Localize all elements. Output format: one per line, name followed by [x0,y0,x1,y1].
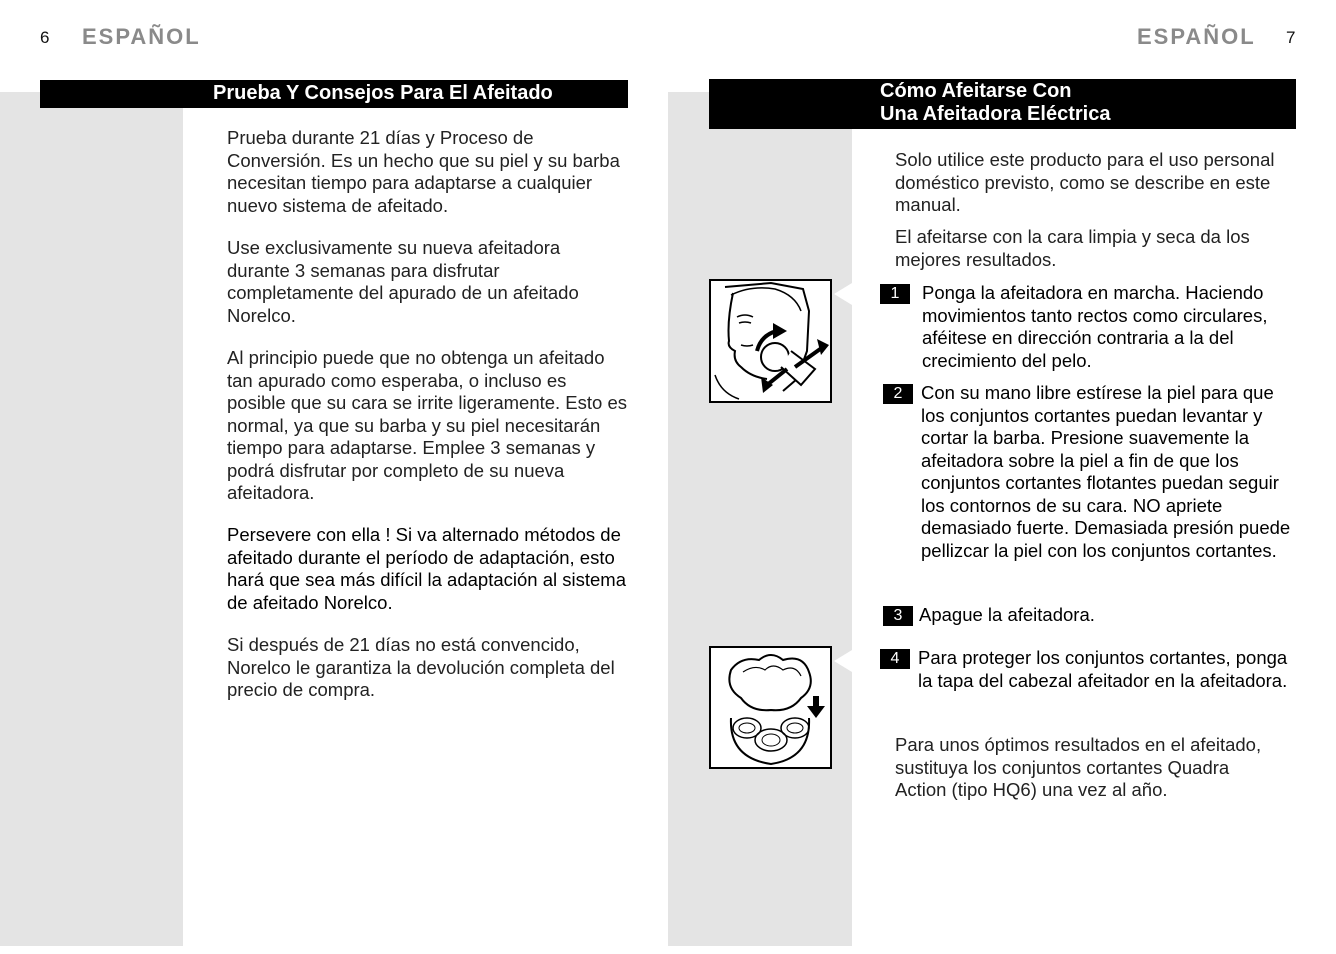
illustration-pointer-1 [834,283,852,305]
shaving-face-illustration [709,279,832,403]
illustration-pointer-2 [834,650,852,672]
step-3 [883,604,1296,630]
intro-clean-face: El afeitarse con la cara limpia y seca da los mejores resultados. [895,226,1250,270]
step-text-4: Para proteger los conjuntos cortantes, ponga la tapa del cabezal afeitador en la afeitadora. [918,647,1288,691]
section-title-left: Prueba Y Consejos Para El Afeitado [213,82,553,104]
left-gray-margin [0,92,183,946]
closing-replace-cutters: Para unos óptimos resultados en el afeitado, sustituya los conjuntos cortantes Quadra Action (tipo HQ6) una vez al año. [895,734,1262,800]
step-number-1: 1 [880,284,910,304]
language-label-left: ESPAÑOL [82,24,201,49]
step-text-1: Ponga la afeitadora en marcha. Haciendo movimientos tanto rectos como circulares, aféitese en dirección contraria a la del crecimiento del pelo. [922,282,1268,371]
section-title-right-line2: Una Afeitadora Eléctrica [880,103,1111,125]
step-number-4: 4 [880,649,910,669]
intro-personal-use: Solo utilice este producto para el uso personal doméstico previsto, como se describe en este manual. [895,149,1275,215]
step-1 [880,282,1296,377]
step-4 [880,647,1296,719]
shaving-face-icon [711,281,830,401]
section-title-bar-left [40,80,628,108]
language-label-right: ESPAÑOL [1137,24,1256,49]
step-number-3: 3 [883,606,913,626]
step-number-2: 2 [883,384,913,404]
protective-cap-illustration [709,646,832,769]
page-number-left: 6 [40,28,50,47]
section-title-bar-right [709,79,1296,129]
step-text-3: Apague la afeitadora. [919,604,1095,625]
paragraph-refund: Si después de 21 días no está convencido, Norelco le garantiza la devolución completa del precio de compra. [227,634,615,700]
paragraph-use-exclusively: Use exclusivamente su nueva afeitadora durante 3 semanas para disfrutar completamente del apurado de un afeitado Norelco. [227,237,579,326]
step-2 [883,382,1296,587]
paragraph-trial: Prueba durante 21 días y Proceso de Conversión. Es un hecho que su piel y su barba necesitan tiempo para adaptarse a cualquier nuevo sistema de afeitado. [227,127,620,216]
step-text-2: Con su mano libre estírese la piel para que los conjuntos cortantes puedan levantar y cortar la barba. Presione suavemente la afeitadora sobre la piel a fin de que los conjuntos cortantes flotantes puedan seguir los contornos de su cara. NO apriete demasiado fuerte. Demasiada presión puede pellizcar la piel con los conjuntos cortantes. [921,382,1291,561]
section-title-right-line1: Cómo Afeitarse Con [880,80,1072,102]
protective-cap-icon [711,648,830,767]
page-number-right: 7 [1286,28,1296,47]
paragraph-at-first: Al principio puede que no obtenga un afeitado tan apurado como esperaba, o incluso es posible que su cara se irrite ligeramente. Esto es normal, ya que su barba y su piel necesitarán tiempo para adaptarse. Emplee 3 semanas y podrá disfrutar por completo de su nueva afeitadora. [227,347,628,503]
paragraph-persevere: Persevere con ella ! Si va alternado métodos de afeitado durante el período de adaptación, esto hará que sea más difícil la adaptación al sistema de afeitado Norelco. [227,524,626,613]
right-gray-margin [668,92,852,946]
